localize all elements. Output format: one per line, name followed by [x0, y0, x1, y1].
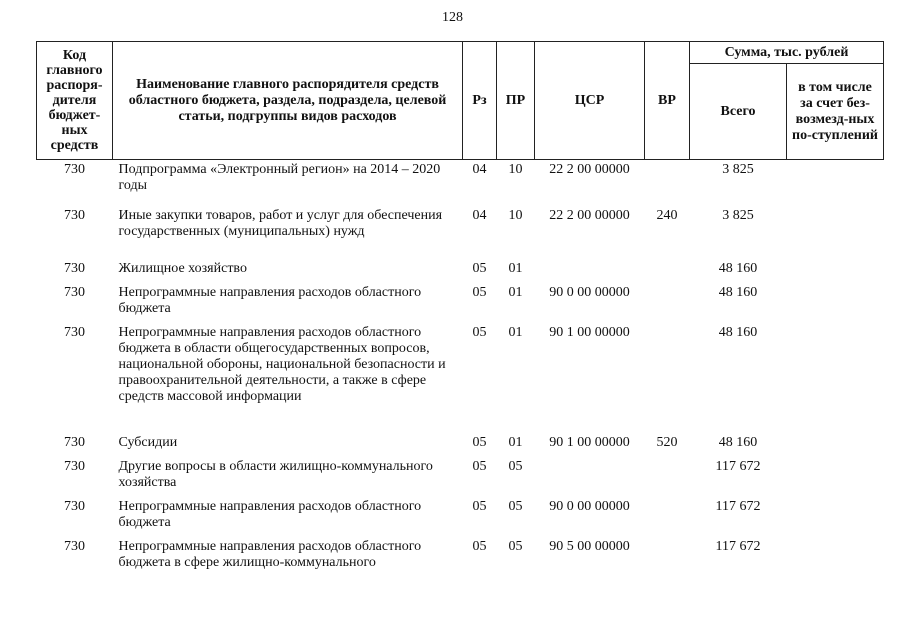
table-row [37, 321, 884, 429]
row-csr: 22 2 00 00000 [549, 207, 630, 223]
row-pr: 05 [508, 538, 523, 554]
header-rz: Рз [463, 42, 497, 160]
row-name: Жилищное хозяйство [118, 260, 247, 276]
row-vr [645, 493, 690, 533]
row-total: 48 160 [718, 324, 758, 340]
header-name: Наименование главного распорядителя средств областного бюджета, раздела, подраздела, целевой статьи, подгруппы видов расходов [113, 42, 463, 160]
row-total: 3 825 [722, 207, 754, 223]
header-vr: ВР [645, 42, 690, 160]
row-rz: 05 [472, 434, 487, 450]
row-pr: 01 [508, 284, 523, 300]
row-code: 730 [64, 498, 85, 514]
row-csr: 90 1 00 00000 [549, 324, 630, 340]
table-row [37, 200, 884, 257]
page-number: 128 [442, 10, 463, 25]
row-free [787, 281, 884, 321]
row-name: Другие вопросы в области жилищно-коммунального хозяйства [118, 458, 433, 490]
row-pr: 10 [508, 207, 523, 223]
header-sum-group: Сумма, тыс. рублей [690, 42, 884, 64]
row-rz: 05 [472, 498, 487, 514]
row-name: Иные закупки товаров, работ и услуг для обеспечения государственных (муниципальных) нужд [118, 207, 443, 239]
table-row [37, 281, 884, 321]
row-vr [645, 321, 690, 429]
row-pr: 05 [508, 458, 523, 474]
row-pr: 01 [508, 434, 523, 450]
row-free [787, 321, 884, 429]
row-code: 730 [64, 162, 85, 177]
row-csr: 90 1 00 00000 [549, 434, 630, 450]
row-free [787, 160, 884, 200]
row-code: 730 [64, 538, 85, 554]
row-code: 730 [64, 434, 85, 450]
row-code: 730 [64, 458, 85, 474]
row-csr [535, 257, 645, 281]
header-total: Всего [690, 64, 787, 160]
table-header [37, 42, 884, 160]
row-name: Непрограммные направления расходов областного бюджета [118, 498, 422, 530]
row-rz: 04 [472, 207, 487, 223]
row-free [787, 200, 884, 257]
budget-table [36, 41, 884, 573]
row-free [787, 493, 884, 533]
row-rz: 05 [472, 260, 487, 276]
row-total: 48 160 [718, 260, 758, 276]
row-vr [645, 257, 690, 281]
row-code: 730 [64, 284, 85, 300]
row-total: 3 825 [722, 162, 754, 177]
row-code: 730 [64, 260, 85, 276]
table-row [37, 533, 884, 573]
row-pr: 10 [508, 162, 523, 177]
row-vr: 240 [656, 207, 678, 223]
table-row [37, 453, 884, 493]
row-csr: 22 2 00 00000 [549, 162, 630, 177]
row-free [787, 533, 884, 573]
row-free [787, 453, 884, 493]
row-vr [645, 281, 690, 321]
row-total: 117 672 [715, 498, 761, 514]
header-free: в том числе за счет без-возмезд-ных по-ступлений [787, 64, 884, 160]
row-csr: 90 0 00 00000 [549, 498, 630, 514]
row-vr [645, 533, 690, 573]
row-free [787, 429, 884, 453]
row-total: 117 672 [715, 538, 761, 554]
row-rz: 04 [472, 162, 487, 177]
header-pr: ПР [497, 42, 535, 160]
header-csr: ЦСР [535, 42, 645, 160]
row-name: Субсидии [118, 434, 178, 450]
row-csr: 90 0 00 00000 [549, 284, 630, 300]
table-row [37, 493, 884, 533]
table-body [37, 160, 884, 573]
row-name: Непрограммные направления расходов областного бюджета в области общегосударственных вопросов, национальной обороны, национальной безопасности и правоохранительной деятельности, а также в сфере средств массовой информации [118, 324, 446, 404]
row-pr: 01 [508, 260, 523, 276]
row-name: Непрограммные направления расходов областного бюджета в сфере жилищно-коммунального [118, 538, 422, 570]
row-vr [645, 160, 690, 200]
table-row [37, 257, 884, 281]
table-row [37, 429, 884, 453]
row-rz: 05 [472, 458, 487, 474]
row-total: 117 672 [715, 458, 761, 474]
row-name: Непрограммные направления расходов областного бюджета [118, 284, 422, 316]
row-pr: 05 [508, 498, 523, 514]
row-code: 730 [64, 324, 85, 340]
row-total: 48 160 [718, 434, 758, 450]
row-csr [535, 453, 645, 493]
row-rz: 05 [472, 324, 487, 340]
row-pr: 01 [508, 324, 523, 340]
row-total: 48 160 [718, 284, 758, 300]
row-free [787, 257, 884, 281]
row-rz: 05 [472, 538, 487, 554]
row-vr: 520 [656, 434, 678, 450]
row-name: Подпрограмма «Электронный регион» на 2014 – 2020 годы [118, 162, 441, 193]
row-vr [645, 453, 690, 493]
row-csr: 90 5 00 00000 [549, 538, 630, 554]
table-row [37, 160, 884, 200]
header-code: Код главного распоря-дителя бюджет-ных средств [37, 42, 113, 160]
row-code: 730 [64, 207, 85, 223]
row-rz: 05 [472, 284, 487, 300]
